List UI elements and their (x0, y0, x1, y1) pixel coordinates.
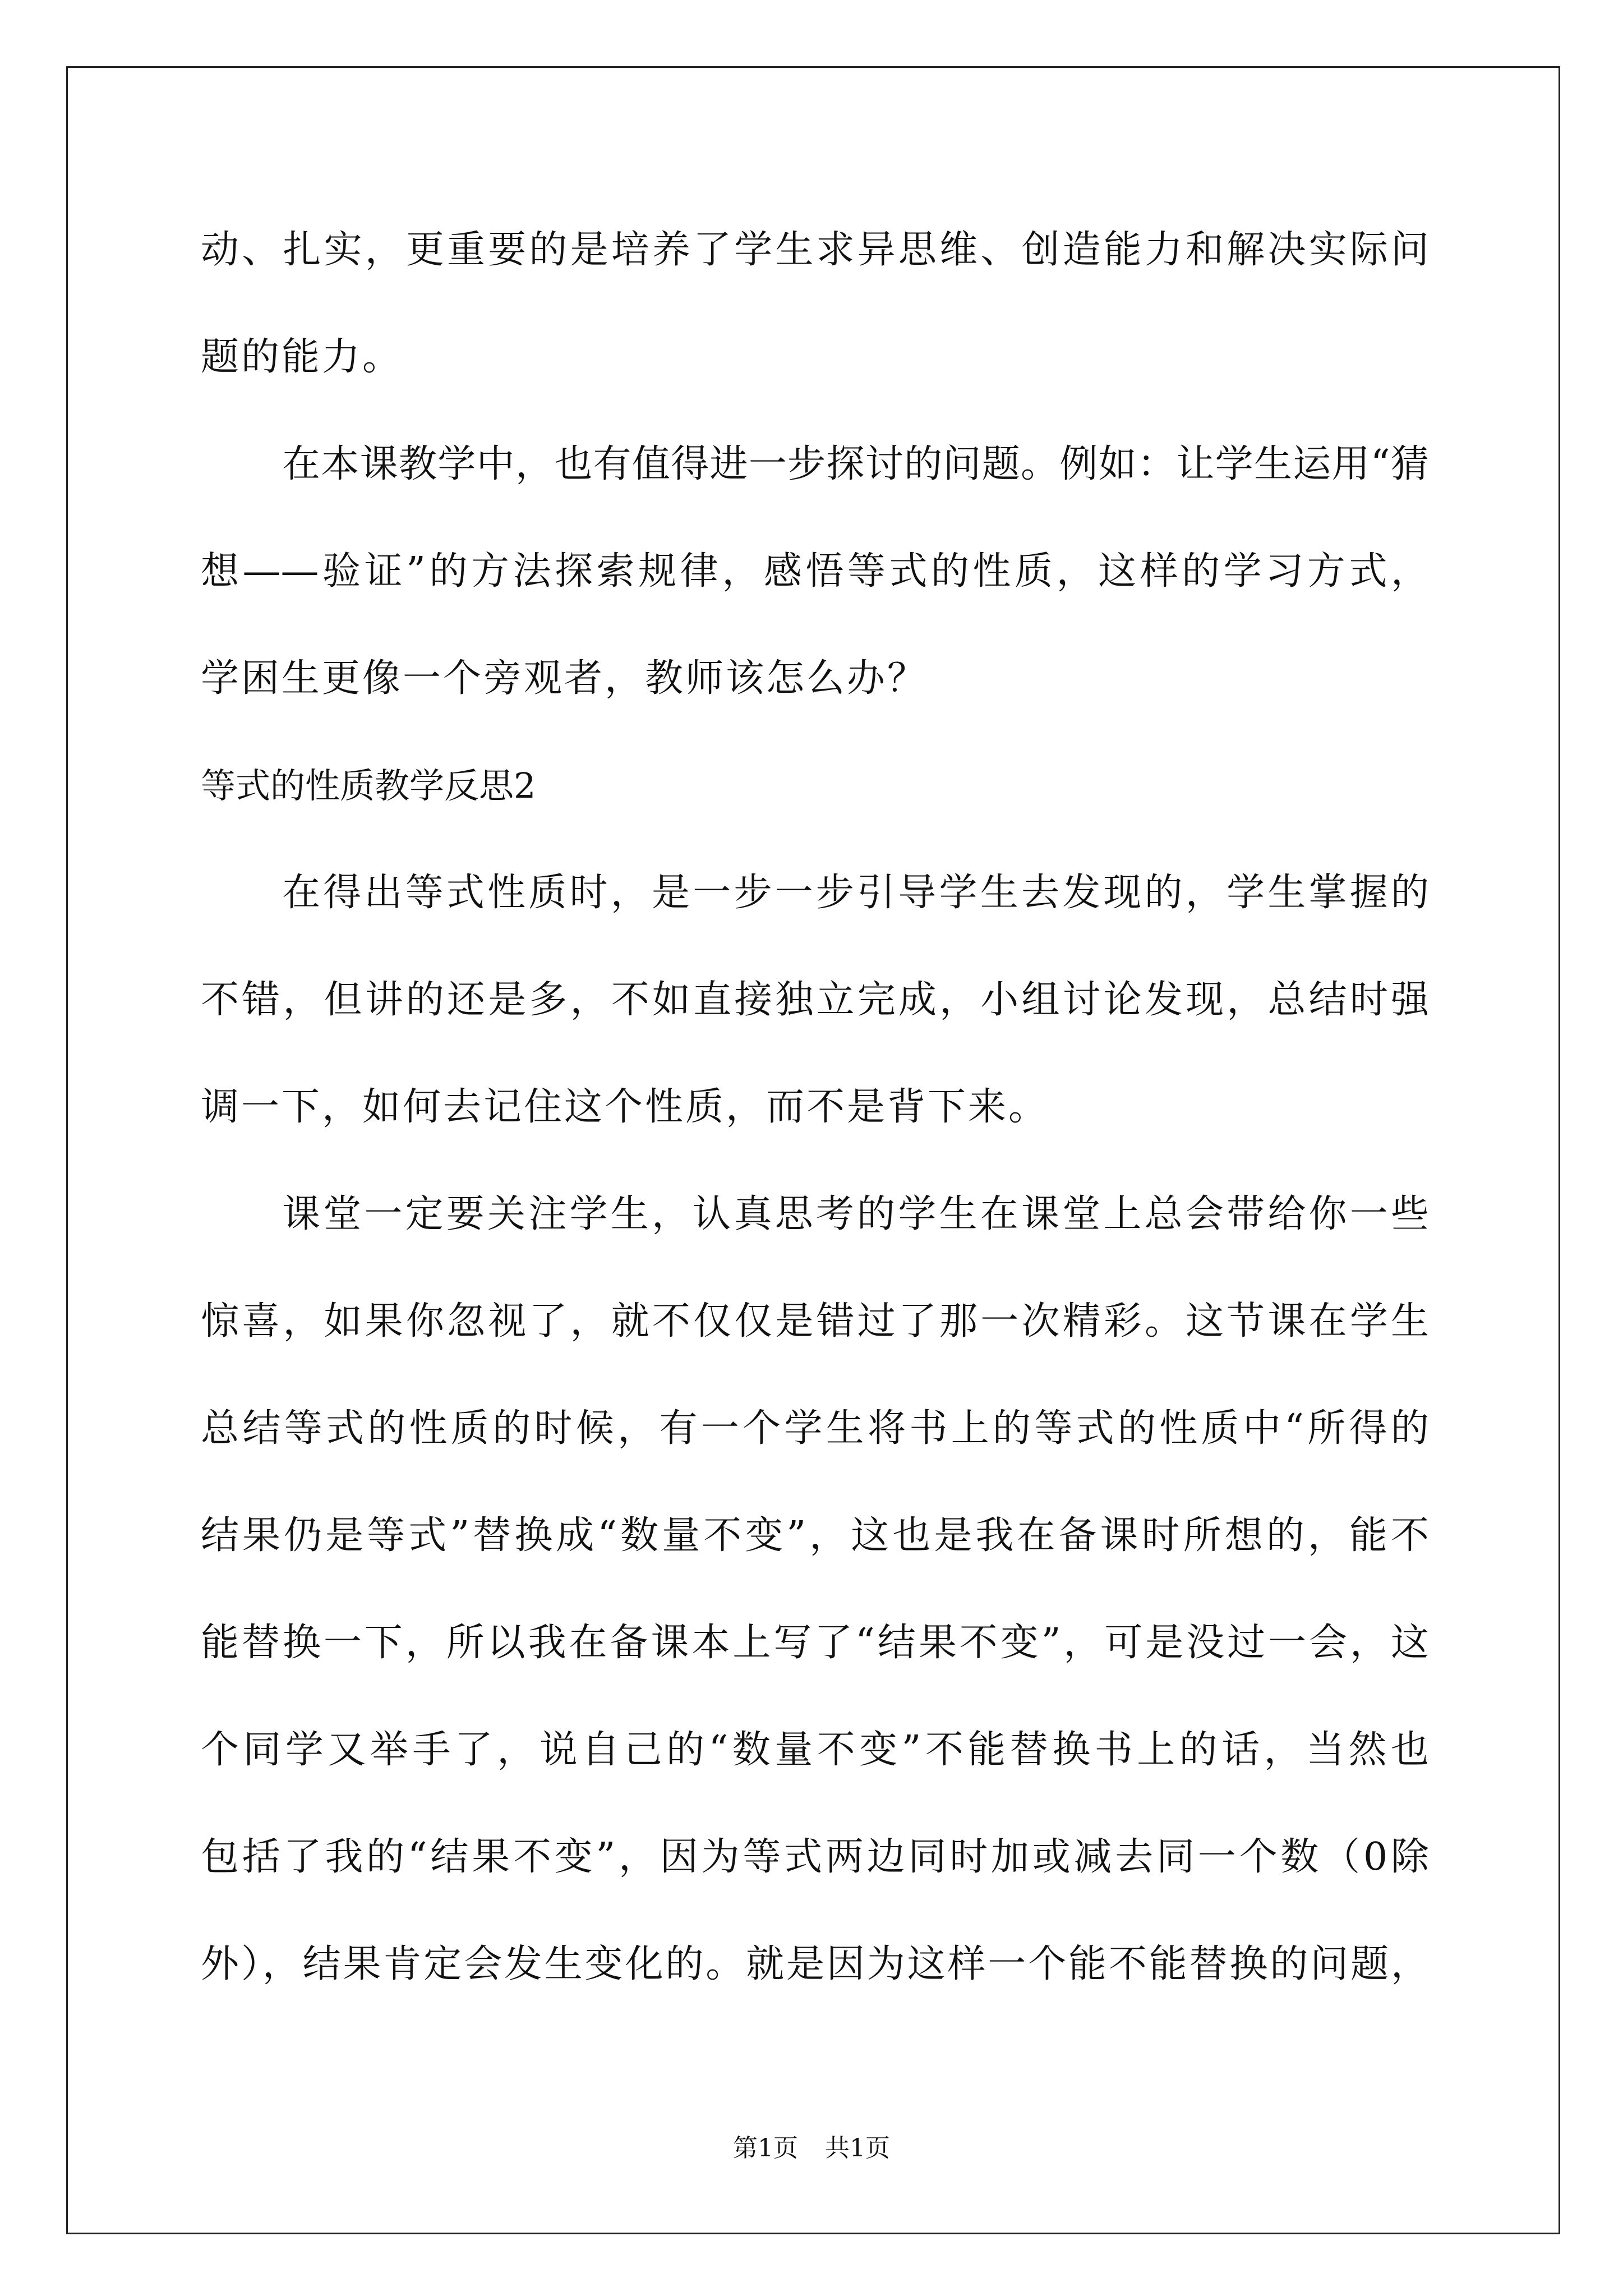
paragraph-line: 动、扎实，更重要的是培养了学生求异思维、创造能力和解决实际问 (201, 228, 1429, 272)
paragraph (201, 1161, 1429, 2018)
paragraph-line: 个同学又举手了，说自己的“数量不变”不能替换书上的话，当然也 (201, 1728, 1429, 1772)
section-heading: 等式的性质教学反思2 (201, 765, 536, 806)
paragraph (201, 196, 1429, 411)
paragraph (201, 839, 1429, 1161)
paragraph-line: 包括了我的“结果不变”，因为等式两边同时加或减去同一个数（0除 (201, 1835, 1429, 1879)
paragraph-line: 在得出等式性质时，是一步一步引导学生去发现的，学生掌握的 (282, 871, 1429, 915)
paragraph-line: 惊喜，如果你忽视了，就不仅仅是错过了那一次精彩。这节课在学生 (201, 1299, 1429, 1343)
paragraph-line: 能替换一下，所以我在备课本上写了“结果不变”，可是没过一会，这 (201, 1621, 1429, 1665)
page-footer (0, 2132, 1623, 2165)
paragraph-line: 调一下，如何去记住这个性质，而不是背下来。 (201, 1085, 1049, 1129)
page-number: 第1页 (733, 2134, 798, 2162)
paragraph-line: 结果仍是等式”替换成“数量不变”，这也是我在备课时所想的，能不 (201, 1513, 1429, 1558)
paragraph-line: 在本课教学中，也有值得进一步探讨的问题。例如：让学生运用“猜 (282, 442, 1429, 486)
document-body (201, 196, 1429, 2018)
paragraph-line: 学困生更像一个旁观者，教师该怎么办？ (201, 656, 928, 701)
page-total: 共1页 (825, 2134, 890, 2162)
paragraph-line: 外），结果肯定会发生变化的。就是因为这样一个能不能替换的问题， (201, 1942, 1429, 1986)
paragraph-line: 题的能力。 (201, 335, 403, 379)
paragraph-line: 课堂一定要关注学生，认真思考的学生在课堂上总会带给你一些 (282, 1192, 1429, 1236)
paragraph-line: 不错，但讲的还是多，不如直接独立完成，小组讨论发现，总结时强 (201, 978, 1429, 1022)
paragraph (201, 411, 1429, 732)
paragraph-line: 总结等式的性质的时候，有一个学生将书上的等式的性质中“所得的 (201, 1406, 1429, 1451)
paragraph-line: 想——验证”的方法探索规律，感悟等式的性质，这样的学习方式， (201, 549, 1429, 593)
